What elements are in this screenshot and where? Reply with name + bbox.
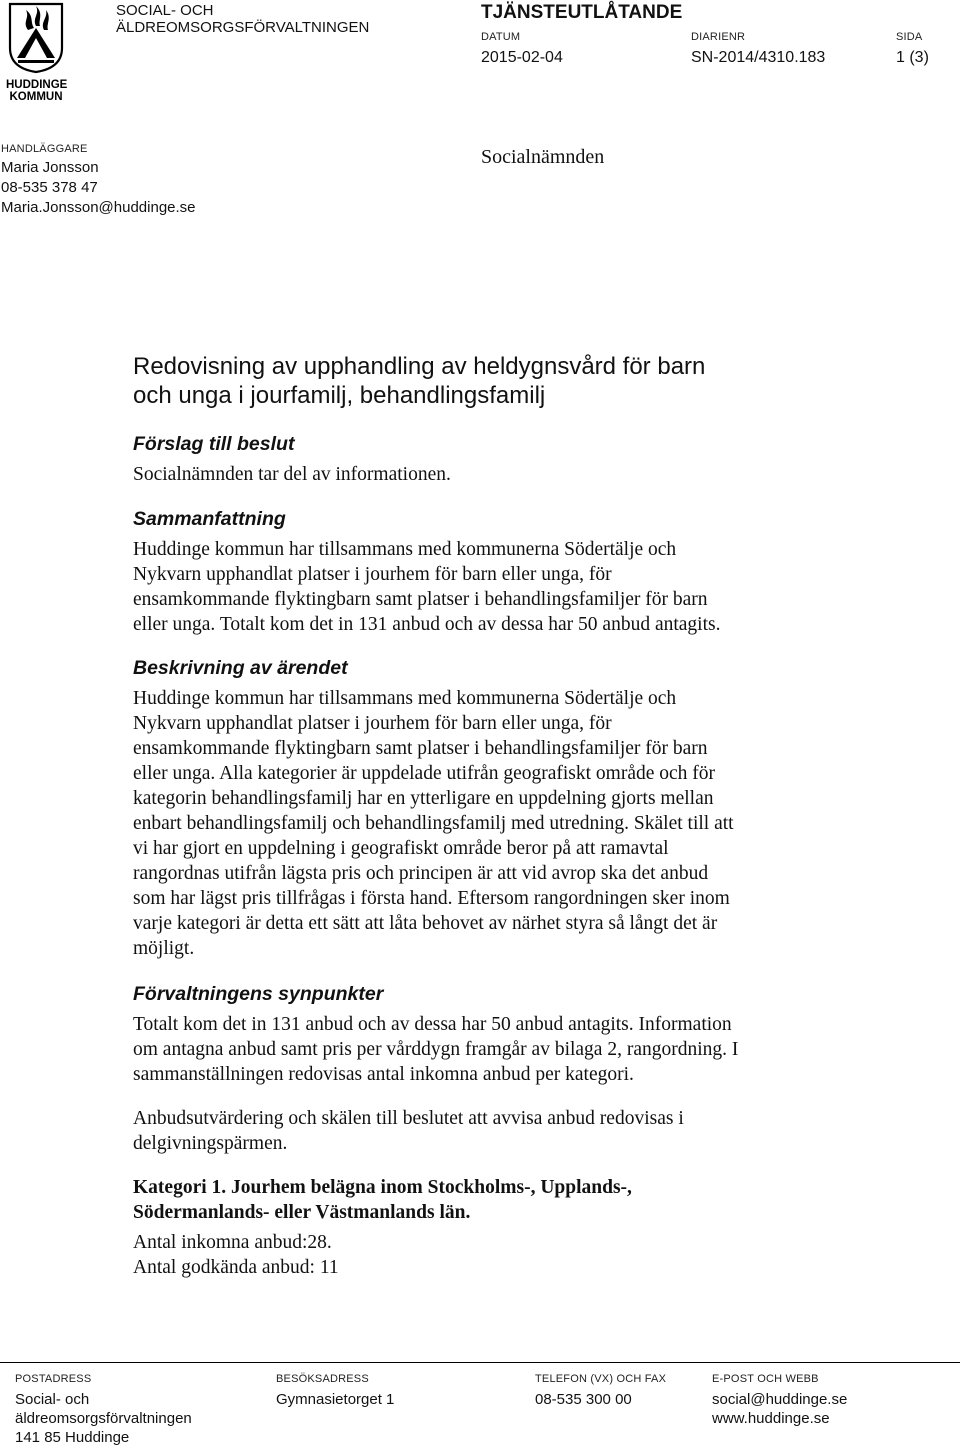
sida-value: 1 (3)	[896, 49, 929, 66]
sammanfattning-line: Huddinge kommun har tillsammans med kommunerna Södertälje och	[133, 539, 677, 560]
footer-epost	[712, 1373, 847, 1428]
postadress-line: Social- och	[15, 1391, 90, 1408]
kategori-line: Antal inkomna anbud:28.	[133, 1232, 332, 1253]
sammanfattning-line: eller unga. Totalt kom det in 131 anbud och av dessa har 50 anbud antagits.	[133, 614, 721, 635]
postadress-line: 141 85 Huddinge	[15, 1429, 130, 1446]
beskrivning-line: kategorin behandlingsfamilj har en ytterligare en uppdelning gjorts mellan	[133, 788, 714, 809]
epost-label: E-POST OCH WEBB	[712, 1373, 819, 1385]
forslag-heading: Förslag till beslut	[133, 433, 295, 455]
kategori-heading-line: Kategori 1. Jourhem belägna inom Stockholms-, Upplands-,	[133, 1177, 632, 1198]
handlaggare-name: Maria Jonsson	[1, 159, 99, 176]
epost-email: social@huddinge.se	[712, 1391, 848, 1408]
organization-name	[116, 2, 369, 36]
forvaltningens-line: om antagna anbud samt pris per vårddygn framgår av bilaga 2, rangordning. I	[133, 1039, 739, 1060]
title-line-1: Redovisning av upphandling av heldygnsvård för barn	[133, 353, 706, 380]
kategori-line: Antal godkända anbud: 11	[133, 1257, 339, 1278]
epost-value	[712, 1390, 847, 1428]
anbud-line: Anbudsutvärdering och skälen till beslutet att avvisa anbud redovisas i	[133, 1108, 684, 1129]
forvaltningens-line: sammanställningen redovisas antal inkomna anbud per kategori.	[133, 1064, 634, 1085]
kategori-heading	[133, 1175, 933, 1225]
besoksadress-value: Gymnasietorget 1	[276, 1391, 395, 1408]
postadress-line: äldreomsorgsförvaltningen	[15, 1410, 192, 1427]
logo-text-line1: HUDDINGE	[6, 79, 68, 91]
telefon-value: 08-535 300 00	[535, 1391, 632, 1408]
beskrivning-line: varje kategori är detta ett sätt att låta behovet av närhet styra så långt det är	[133, 913, 718, 934]
postadress-value	[15, 1390, 192, 1447]
kategori-details	[133, 1230, 933, 1280]
datum-value: 2015-02-04	[481, 49, 563, 66]
footer-divider	[0, 1362, 960, 1363]
sammanfattning-heading: Sammanfattning	[133, 508, 286, 530]
sammanfattning-line: ensamkommande flyktingbarn samt platser i behandlingsfamiljer för barn	[133, 589, 708, 610]
org-line-1: SOCIAL- OCH	[116, 2, 214, 19]
footer-besoksadress	[276, 1373, 394, 1409]
beskrivning-line: Nykvarn upphandlat platser i jourhem för barn eller unga, för	[133, 713, 612, 734]
beskrivning-line: ensamkommande flyktingbarn samt platser i behandlingsfamiljer för barn	[133, 738, 708, 759]
huddinge-crest-icon	[6, 2, 66, 74]
beskrivning-line: som har lägst pris tillfrågas i första hand. Eftersom rangordningen sker inom	[133, 888, 730, 909]
epost-web: www.huddinge.se	[712, 1410, 830, 1427]
handlaggare-phone: 08-535 378 47	[1, 179, 98, 196]
sammanfattning-line: Nykvarn upphandlat platser i jourhem för barn eller unga, för	[133, 564, 612, 585]
huddinge-logo	[6, 2, 66, 102]
forvaltningens-paragraph	[133, 1012, 933, 1087]
beskrivning-line: rangordnas utifrån lägsta pris och principen är att vid avrop ska det anbud	[133, 863, 709, 884]
org-line-2: ÄLDREOMSORGSFÖRVALTNINGEN	[116, 19, 370, 36]
postadress-label: POSTADRESS	[15, 1373, 92, 1385]
sammanfattning-paragraph	[133, 537, 933, 637]
handlaggare-block	[1, 158, 196, 218]
besoksadress-label: BESÖKSADRESS	[276, 1373, 369, 1385]
sida-label: SIDA	[896, 31, 923, 43]
beskrivning-line: eller unga. Alla kategorier är uppdelade utifrån geografiskt område och för	[133, 763, 716, 784]
beskrivning-paragraph	[133, 686, 933, 961]
title-line-2: och unga i jourfamilj, behandlingsfamilj	[133, 382, 546, 409]
document-title	[133, 352, 705, 410]
handlaggare-label: HANDLÄGGARE	[1, 143, 88, 155]
datum-label: DATUM	[481, 31, 521, 43]
recipient: Socialnämnden	[481, 146, 605, 168]
beskrivning-heading: Beskrivning av ärendet	[133, 657, 348, 679]
diarienr-label: DIARIENR	[691, 31, 746, 43]
diarienr-value: SN-2014/4310.183	[691, 49, 826, 66]
forslag-text: Socialnämnden tar del av informationen.	[133, 464, 451, 485]
footer-telefon	[535, 1373, 666, 1409]
forvaltningens-line: Totalt kom det in 131 anbud och av dessa har 50 anbud antagits. Information	[133, 1014, 732, 1035]
beskrivning-line: vi har gjort en uppdelning i geografiskt område beror på att ramavtal	[133, 838, 669, 859]
beskrivning-line: Huddinge kommun har tillsammans med kommunerna Södertälje och	[133, 688, 677, 709]
beskrivning-line: möjligt.	[133, 938, 195, 959]
footer-postadress	[15, 1373, 192, 1447]
document-type: TJÄNSTEUTLÅTANDE	[481, 2, 683, 23]
anbud-line: delgivningspärmen.	[133, 1133, 288, 1154]
kategori-heading-line: Södermanlands- eller Västmanlands län.	[133, 1202, 471, 1223]
handlaggare-email: Maria.Jonsson@huddinge.se	[1, 199, 196, 216]
anbud-paragraph	[133, 1106, 933, 1156]
telefon-label: TELEFON (VX) OCH FAX	[535, 1373, 667, 1385]
logo-text-line2: KOMMUN	[9, 91, 63, 103]
forvaltningens-heading: Förvaltningens synpunkter	[133, 983, 384, 1005]
beskrivning-line: enbart behandlingsfamilj och behandlingsfamilj med utredning. Skälet till att	[133, 813, 734, 834]
